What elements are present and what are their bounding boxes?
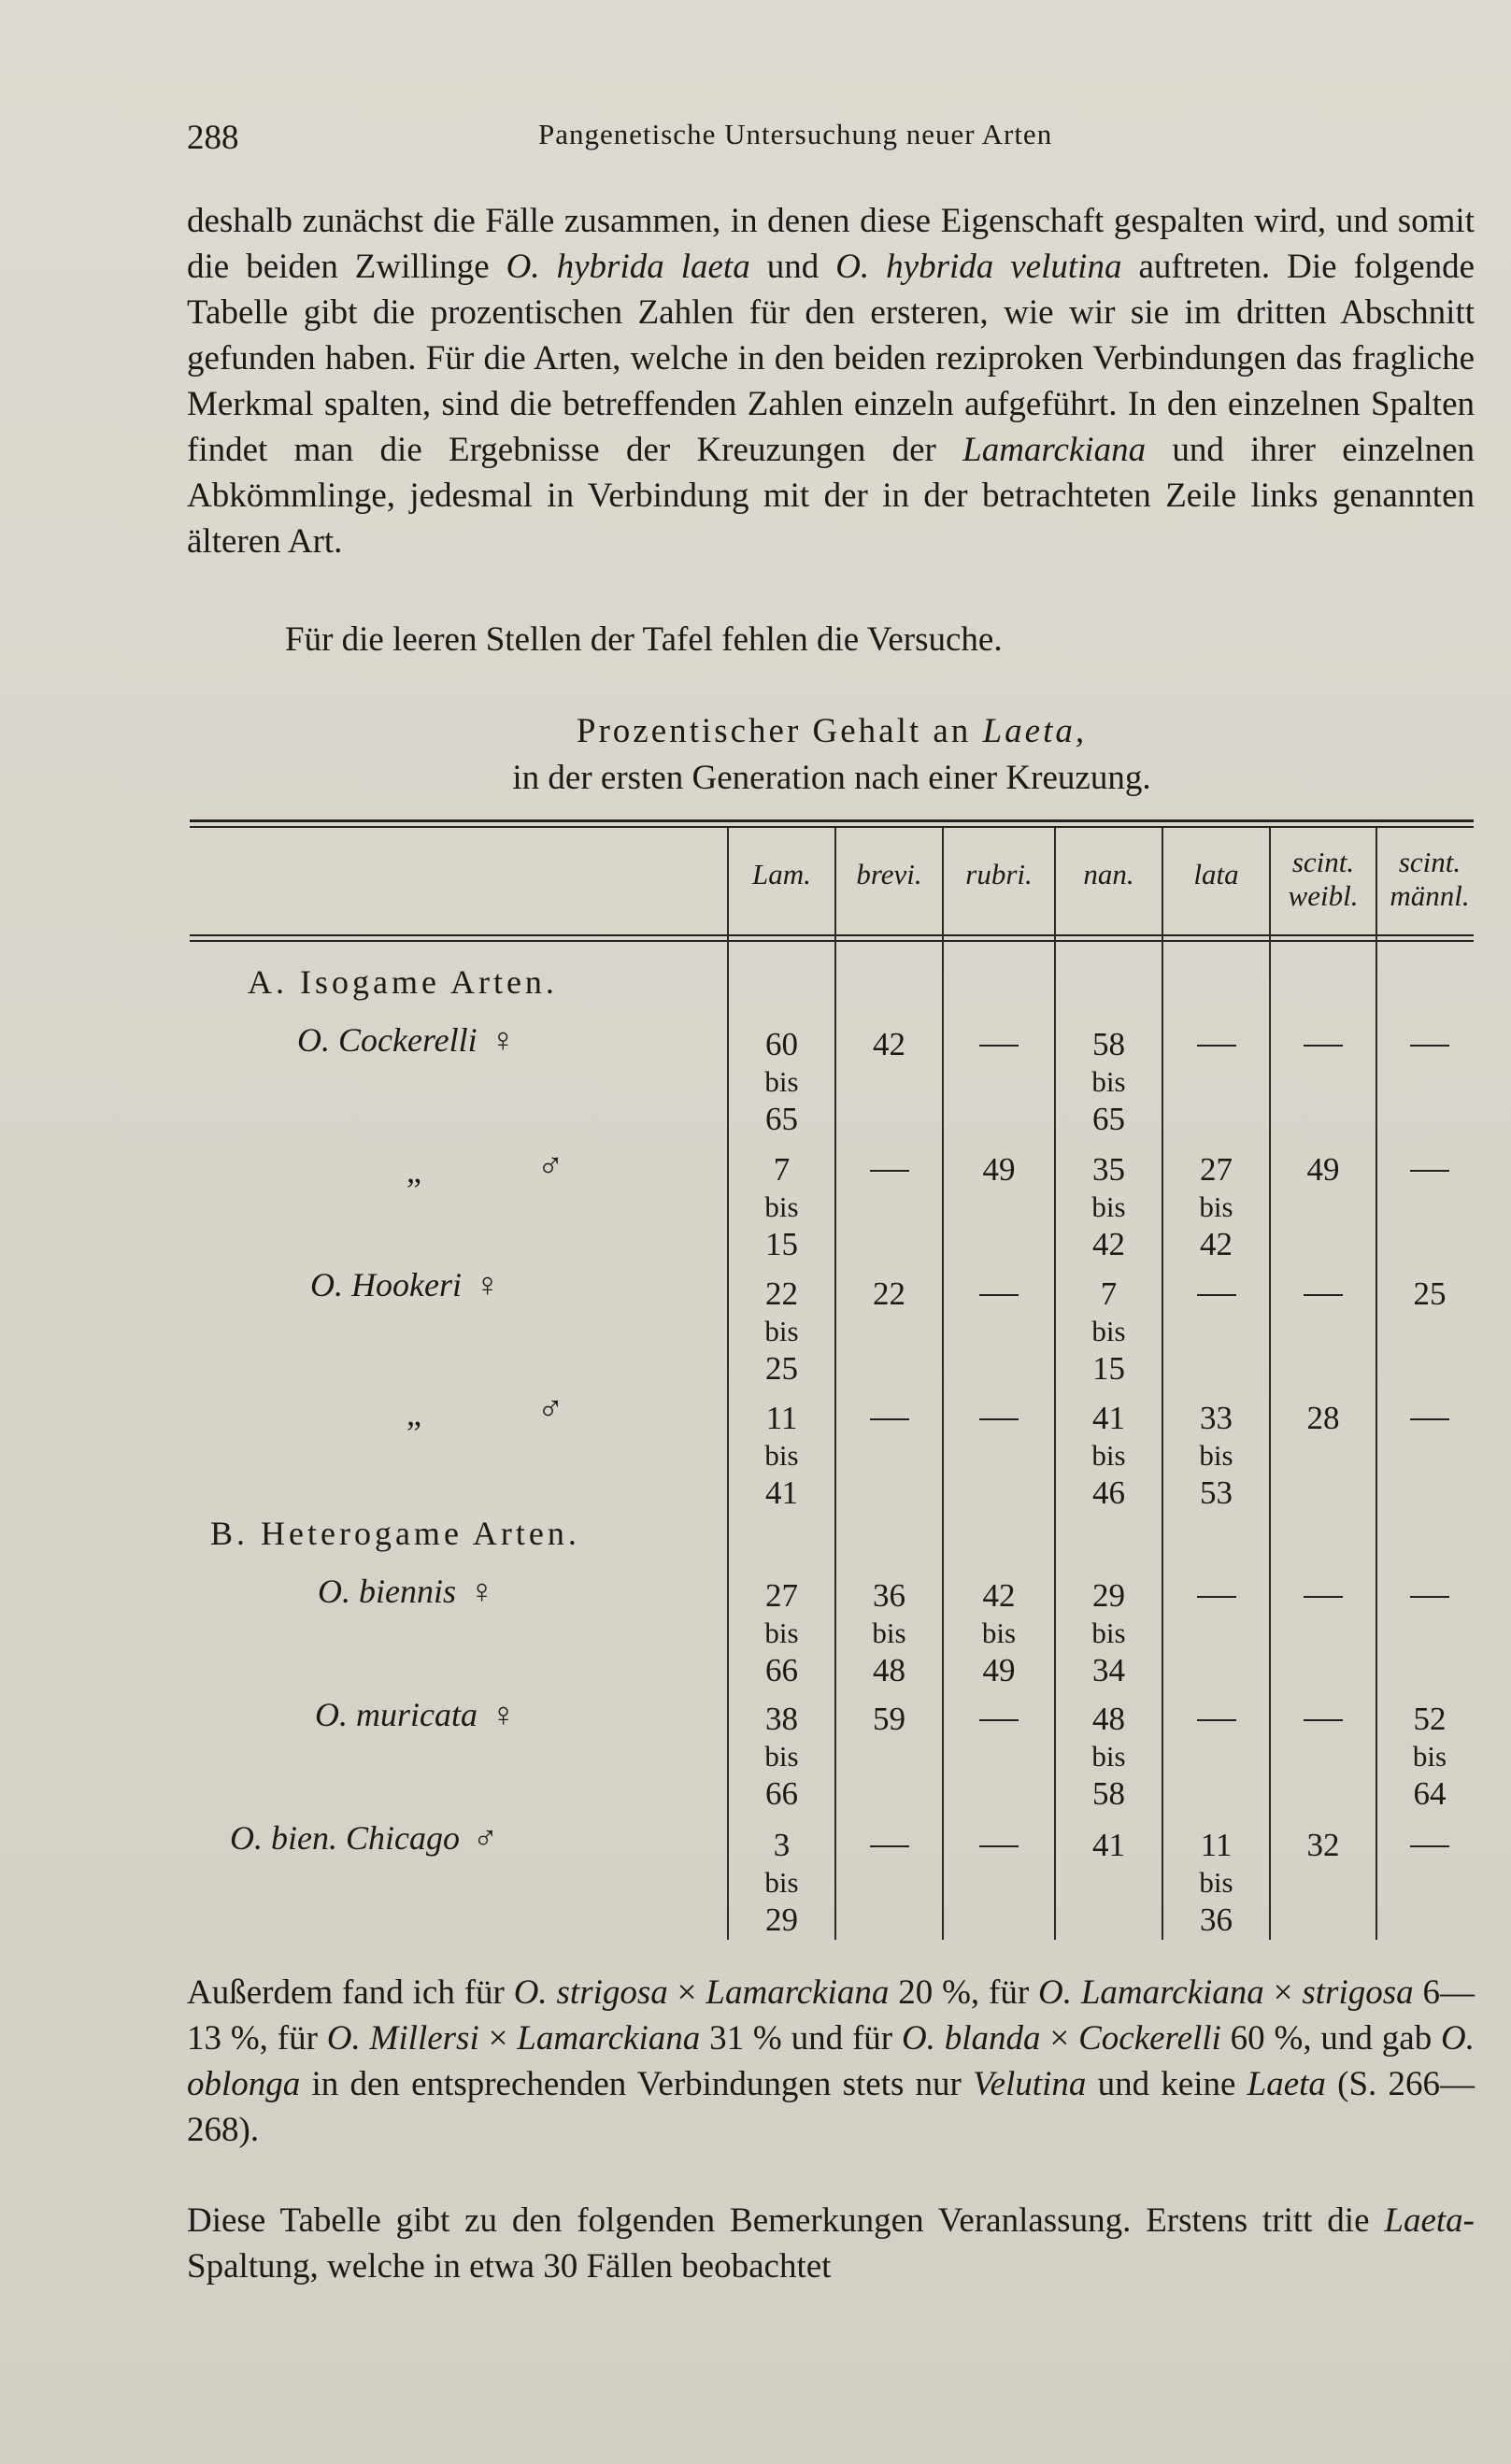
species-name: O. Cockerelli	[297, 1021, 478, 1059]
range-bis: bis	[1091, 1315, 1126, 1347]
text: (S. 266—268).	[187, 2065, 1475, 2149]
text: in den entsprechenden Verbindungen stets nur	[300, 2065, 974, 2103]
text: deshalb zunächst die Fälle zusammen, in denen diese Eigenschaft gespalten wird, und somit die beiden Zwillinge	[187, 202, 1475, 286]
ditto-mark: „	[406, 1152, 421, 1189]
range-bis: bis	[1091, 1439, 1126, 1472]
row-label-cockerelli	[297, 1020, 516, 1060]
empty-cell-dash	[979, 1845, 1019, 1847]
cell-value: 42	[873, 1026, 905, 1062]
section-heading-heterogame: B. Heterogame Arten.	[210, 1515, 580, 1552]
species-name: Lamarckiana	[517, 2019, 701, 2058]
range-bis: bis	[764, 1740, 799, 1773]
row-label-muricata	[315, 1695, 516, 1734]
caption-species: Laeta,	[982, 712, 1088, 750]
column-header-rubri: rubri.	[965, 858, 1033, 890]
table-cell-nan	[1056, 1026, 1162, 1138]
caption-text: Prozentischer Gehalt an	[576, 712, 983, 750]
male-symbol: ♂	[537, 1389, 564, 1429]
species-name: Cockerelli	[1078, 2019, 1221, 2058]
species-name: Lamarckiana	[962, 431, 1147, 469]
empty-cell-dash	[870, 1845, 909, 1847]
section-heading-isogame: A. Isogame Arten.	[248, 963, 558, 1001]
table-cell-brevi	[836, 1577, 942, 1689]
text: und ihrer einzelnen Abkömmlinge, jedesmal in Verbindung mit der in der betrachteten Zeile links genannten älteren Art.	[187, 431, 1475, 561]
empty-cell-dash	[1197, 1596, 1236, 1598]
empty-cell-dash	[1304, 1294, 1343, 1296]
column-divider	[834, 828, 836, 1940]
empty-cell-dash	[1197, 1045, 1236, 1047]
species-name: O. hybrida laeta	[506, 248, 750, 286]
text: 60 %, und gab	[1220, 2019, 1442, 2058]
paragraph-remarks	[187, 2198, 1475, 2289]
table-cell-lam	[729, 1701, 834, 1813]
range-bis: bis	[1199, 1866, 1233, 1899]
table-cell-nan	[1056, 1151, 1162, 1263]
range-bis: bis	[764, 1065, 799, 1098]
cell-value: 15	[765, 1226, 798, 1262]
cell-value: 36	[1200, 1901, 1233, 1938]
table-cell-brevi	[836, 1275, 942, 1313]
table-cell-lata	[1163, 1827, 1269, 1939]
cell-value: 49	[1306, 1151, 1340, 1188]
table-cell-lam	[729, 1151, 834, 1263]
column-divider	[942, 828, 944, 1940]
text: auftreten. Die folgende Tabelle gibt die prozentischen Zahlen für den ersteren, wie wir sie im dritten Abschnitt gefunden haben. Für die Arten, welche in den beiden reziproken Verbindungen das fragliche Merkmal spalten, sind die betreffenden Zahlen einzeln aufgeführt. In den einzelnen Spalten findet man die Ergebnisse der Kreuzungen der	[187, 248, 1475, 469]
cell-value: 41	[1092, 1400, 1125, 1436]
column-divider	[1162, 828, 1163, 1940]
cell-value: 58	[1092, 1026, 1125, 1062]
female-symbol: ♀	[469, 1573, 494, 1610]
cell-value: 29	[1092, 1577, 1125, 1614]
empty-cell-dash	[1304, 1596, 1343, 1598]
cross-symbol: ×	[1263, 1973, 1303, 2012]
cell-value: 15	[1092, 1350, 1125, 1387]
range-bis: bis	[764, 1617, 799, 1649]
table-rule	[190, 940, 1474, 942]
empty-cell-dash	[1410, 1170, 1449, 1172]
text: Außerdem fand ich für	[187, 1973, 514, 2012]
column-header-lam: Lam.	[752, 858, 811, 890]
cell-value: 65	[1092, 1101, 1125, 1137]
table-rule	[190, 934, 1474, 936]
table-cell-sw	[1271, 1151, 1376, 1189]
species-name: O. Hookeri	[310, 1266, 462, 1303]
species-name: O. bien. Chicago	[230, 1819, 460, 1857]
text: 6—13 %, für	[187, 1973, 1475, 2058]
table-cell-brevi	[836, 1026, 942, 1063]
table-cell-lata	[1163, 1151, 1269, 1263]
species-name: O. strigosa	[513, 1973, 668, 2012]
cell-value: 42	[1200, 1226, 1233, 1262]
empty-cell-dash	[1410, 1596, 1449, 1598]
cell-value: 34	[1092, 1652, 1125, 1688]
empty-cell-dash	[1410, 1845, 1449, 1847]
cell-value: 25	[1413, 1275, 1447, 1312]
ditto-mark: „	[406, 1395, 421, 1432]
cell-value: 65	[765, 1101, 798, 1137]
cell-value: 27	[1200, 1151, 1233, 1188]
cell-value: 48	[1092, 1701, 1125, 1737]
range-bis: bis	[872, 1617, 906, 1649]
species-name: O. oblonga	[187, 2019, 1475, 2103]
cell-value: 59	[873, 1701, 905, 1737]
table-cell-nan	[1056, 1400, 1162, 1512]
species-name: O. hybrida velutina	[835, 248, 1122, 286]
species-name: Lamarckiana	[706, 1973, 890, 2012]
table-rule	[190, 819, 1474, 822]
cell-value: 49	[982, 1652, 1016, 1688]
paragraph-additional-results	[187, 1970, 1475, 2153]
female-symbol: ♀	[491, 1696, 516, 1733]
range-bis: bis	[1199, 1439, 1233, 1472]
cell-value: 49	[982, 1151, 1016, 1188]
cell-value: 46	[1092, 1474, 1125, 1511]
text: -Spaltung, welche in etwa 30 Fällen beobachtet	[187, 2201, 1475, 2286]
column-header-scint-weibl: scint. weibl.	[1288, 846, 1359, 912]
table-cell-lam	[729, 1275, 834, 1388]
cross-symbol: ×	[667, 1973, 706, 2012]
empty-cell-dash	[1304, 1719, 1343, 1721]
table-cell-sw	[1271, 1827, 1376, 1864]
cross-symbol: ×	[1040, 2019, 1079, 2058]
cell-value: 60	[765, 1026, 798, 1062]
cell-value: 41	[765, 1474, 798, 1511]
species-name: strigosa	[1302, 1973, 1414, 2012]
table-cell-sm	[1377, 1275, 1482, 1313]
table-cell-nan	[1056, 1275, 1162, 1388]
text: 31 % und für	[700, 2019, 902, 2058]
cell-value: 22	[765, 1275, 798, 1312]
page-header	[187, 118, 1476, 164]
table-cell-lata	[1163, 1400, 1269, 1512]
empty-cell-dash	[1304, 1045, 1343, 1047]
text: 20 %, für	[889, 1973, 1038, 2012]
range-bis: bis	[1199, 1190, 1233, 1223]
cell-value: 7	[773, 1151, 791, 1188]
cell-value: 53	[1200, 1474, 1233, 1511]
cell-value: 64	[1413, 1775, 1447, 1812]
column-header-nan: nan.	[1083, 858, 1134, 890]
cell-value: 48	[873, 1652, 905, 1688]
table-cell-nan	[1056, 1701, 1162, 1813]
caption-subtitle: in der ersten Generation nach einer Kreuzung.	[512, 759, 1151, 797]
paragraph-intro	[187, 198, 1475, 564]
table-cell-rubri	[944, 1577, 1054, 1689]
range-bis: bis	[1412, 1740, 1447, 1773]
empty-cell-dash	[870, 1418, 909, 1420]
cross-symbol: ×	[478, 2019, 518, 2058]
empty-cell-dash	[870, 1170, 909, 1172]
range-bis: bis	[764, 1439, 799, 1472]
cell-value: 35	[1092, 1151, 1125, 1188]
cell-value: 33	[1200, 1400, 1233, 1436]
cell-value: 22	[873, 1275, 905, 1312]
cell-value: 11	[1200, 1827, 1233, 1863]
table-cell-nan	[1056, 1827, 1162, 1864]
range-bis: bis	[764, 1190, 799, 1223]
range-bis: bis	[1091, 1190, 1126, 1223]
table-cell-lam	[729, 1026, 834, 1138]
female-symbol: ♀	[474, 1266, 500, 1303]
range-bis: bis	[981, 1617, 1017, 1649]
table-cell-lam	[729, 1400, 834, 1512]
empty-cell-dash	[979, 1294, 1019, 1296]
cell-value: 3	[773, 1827, 791, 1863]
range-bis: bis	[1091, 1740, 1126, 1773]
table-cell-sm	[1377, 1701, 1482, 1813]
running-title: Pangenetische Untersuchung neuer Arten	[538, 118, 1053, 150]
text: Diese Tabelle gibt zu den folgenden Bemerkungen Veranlassung. Erstens tritt die	[187, 2201, 1385, 2240]
table-cell-lam	[729, 1827, 834, 1939]
empty-cell-dash	[979, 1045, 1019, 1047]
empty-cell-dash	[979, 1418, 1019, 1420]
empty-cell-dash	[1197, 1719, 1236, 1721]
cell-value: 25	[765, 1350, 798, 1387]
cell-value: 29	[765, 1901, 798, 1938]
species-name: O. Millersi	[326, 2019, 479, 2058]
row-label-biennis	[318, 1572, 494, 1611]
species-name: Laeta	[1384, 2201, 1463, 2240]
cell-value: 38	[765, 1701, 798, 1737]
text: und keine	[1086, 2065, 1247, 2103]
empty-cell-dash	[979, 1719, 1019, 1721]
range-bis: bis	[764, 1866, 799, 1899]
cell-value: 7	[1100, 1275, 1118, 1312]
table-cell-lam	[729, 1577, 834, 1689]
range-bis: bis	[1091, 1065, 1126, 1098]
column-header-lata: lata	[1193, 858, 1239, 890]
empty-cell-dash	[1197, 1294, 1236, 1296]
row-label-hookeri	[310, 1265, 500, 1304]
table-cell-rubri	[944, 1151, 1054, 1189]
table-cell-sw	[1271, 1400, 1376, 1437]
species-name: O. muricata	[315, 1696, 478, 1733]
male-symbol: ♂	[537, 1147, 564, 1186]
column-divider	[1269, 828, 1271, 1940]
cell-value: 58	[1092, 1775, 1125, 1812]
table-rule	[190, 826, 1474, 828]
male-symbol: ♂	[472, 1819, 498, 1857]
cell-value: 11	[765, 1400, 798, 1436]
cell-value: 42	[982, 1577, 1016, 1614]
cell-value: 42	[1092, 1226, 1125, 1262]
range-bis: bis	[764, 1315, 799, 1347]
species-name: Laeta	[1247, 2065, 1326, 2103]
empty-cell-dash	[1410, 1045, 1449, 1047]
column-header-scint-maennl: scint. männl.	[1390, 846, 1470, 912]
cell-value: 41	[1092, 1827, 1125, 1863]
row-label-chicago	[230, 1818, 498, 1858]
cell-value: 27	[765, 1577, 798, 1614]
female-symbol: ♀	[490, 1021, 516, 1059]
cell-value: 66	[765, 1775, 798, 1812]
column-header-brevi: brevi.	[856, 858, 922, 890]
species-name: O. Lamarckiana	[1038, 1973, 1264, 2012]
cell-value: 28	[1306, 1400, 1340, 1436]
species-name: O. biennis	[318, 1573, 456, 1610]
range-bis: bis	[1091, 1617, 1126, 1649]
species-name: Velutina	[973, 2065, 1087, 2103]
page-number: 288	[187, 119, 239, 157]
table-caption	[187, 708, 1476, 802]
paragraph-note: Für die leeren Stellen der Tafel fehlen die Versuche.	[285, 620, 1003, 659]
text: und	[749, 248, 836, 286]
cell-value: 36	[873, 1577, 905, 1614]
cell-value: 66	[765, 1652, 798, 1688]
table-cell-brevi	[836, 1701, 942, 1738]
cell-value: 32	[1306, 1827, 1340, 1863]
empty-cell-dash	[1410, 1418, 1449, 1420]
table-cell-nan	[1056, 1577, 1162, 1689]
species-name: O. blanda	[901, 2019, 1041, 2058]
cell-value: 52	[1413, 1701, 1447, 1737]
